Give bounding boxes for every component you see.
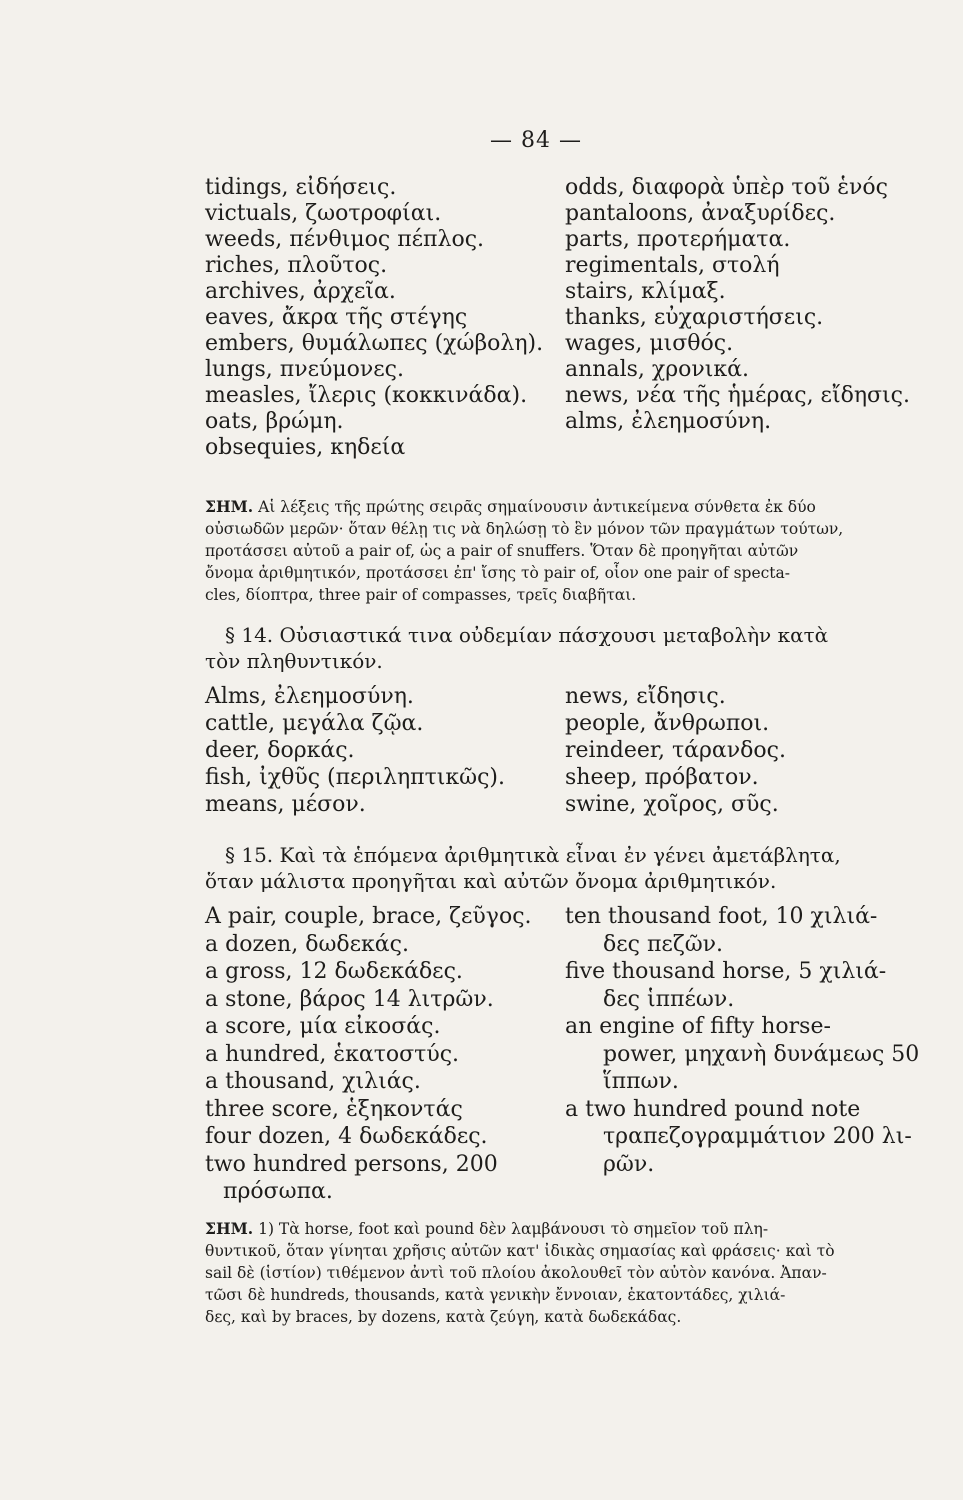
page-number: — 84 — <box>490 128 582 153</box>
list-item: sheep, πρόβατον. <box>565 765 759 790</box>
list-item: δες πεζῶν. <box>603 931 724 957</box>
list-item: a hundred, ἑκατοστύς. <box>205 1041 460 1067</box>
section-text: § 15. Καὶ τὰ ἑπόμενα ἀριθμητικὰ εἶναι ἐν γένει ἀμετάβλητα, <box>225 843 841 867</box>
list-item: three score, ἑξηκοντάς <box>205 1096 463 1122</box>
list-item: a two hundred pound note <box>565 1096 861 1122</box>
numeral-list-left <box>205 903 532 1206</box>
invariable-list-right <box>565 683 786 818</box>
list-item: obsequies, κηδεία <box>205 435 406 460</box>
list-item: reindeer, τάρανδος. <box>565 738 786 763</box>
list-item: ten thousand foot, 10 χιλιά- <box>565 904 878 929</box>
list-item: alms, ἐλεημοσύνη. <box>565 409 772 434</box>
section-text: τὸν πληθυντικόν. <box>205 649 383 673</box>
note-paragraph-1 <box>205 496 843 606</box>
list-item: Alms, ἐλεημοσύνη. <box>205 684 414 709</box>
section-text: § 14. Οὐσιαστικά τινα οὐδεμίαν πάσχουσι μεταβολὴν κατὰ <box>225 623 829 647</box>
list-item: odds, διαφορὰ ὑπὲρ τοῦ ἑνός <box>565 175 888 200</box>
note-text: 1) Τὰ horse, foot καὶ pound δὲν λαμβάνουσι τὸ σημεῖον τοῦ πλη- <box>253 1220 769 1238</box>
list-item: τραπεζογραμμάτιον 200 λι- <box>603 1124 912 1149</box>
list-item: a gross, 12 δωδεκάδες. <box>205 959 463 984</box>
list-item: embers, θυμάλωπες (χώβολη). <box>205 331 544 356</box>
list-item: five thousand horse, 5 χιλιά- <box>565 959 887 984</box>
section-15-heading <box>225 842 841 868</box>
list-item: ρῶν. <box>603 1151 655 1177</box>
list-item: deer, δορκάς. <box>205 738 355 763</box>
list-item: measles, ἴλερις (κοκκινάδα). <box>205 383 528 408</box>
list-item: stairs, κλίμαξ. <box>565 279 726 304</box>
list-item: eaves, ἄκρα τῆς στέγης <box>205 305 468 330</box>
list-item: cattle, μεγάλα ζῷα. <box>205 711 424 736</box>
note-paragraph-2 <box>205 1218 835 1328</box>
note-text: ὄνομα ἀριθμητικόν, προτάσσει ἐπ' ἴσης τὸ pair of, οἷον one pair of specta- <box>205 564 791 582</box>
list-item: archives, ἀρχεῖα. <box>205 279 396 304</box>
list-item: tidings, εἰδήσεις. <box>205 175 397 200</box>
plural-list-left <box>205 175 543 461</box>
note-label: ΣΗΜ. <box>205 1219 254 1238</box>
list-item: parts, προτερήματα. <box>565 227 791 252</box>
list-item: an engine of fifty horse- <box>565 1014 831 1039</box>
list-item: wages, μισθός. <box>565 331 734 356</box>
list-item: means, μέσον. <box>205 792 366 817</box>
note-text: δες, καὶ by braces, by dozens, κατὰ ζεύγη, κατὰ δωδεκάδας. <box>205 1308 682 1326</box>
list-item: weeds, πένθιμος πέπλος. <box>205 227 485 252</box>
section-15-continuation <box>205 868 776 894</box>
list-item: power, μηχανὴ δυνάμεως 50 <box>603 1041 920 1067</box>
list-item: victuals, ζωοτροφίαι. <box>205 201 442 226</box>
list-item: a score, μία εἰκοσάς. <box>205 1014 441 1039</box>
numeral-list-right <box>565 903 919 1178</box>
note-label: ΣΗΜ. <box>205 497 254 516</box>
note-text: προτάσσει αὐτοῦ a pair of, ὡς a pair of snuffers. Ὅταν δὲ προηγῆται αὐτῶν <box>205 542 799 560</box>
list-item: a thousand, χιλιάς. <box>205 1069 421 1094</box>
list-item: swine, χοῖρος, σῦς. <box>565 792 779 817</box>
note-text: τῶσι δὲ hundreds, thousands, κατὰ γενικὴν ἔννοιαν, ἑκατοντάδες, χιλιά- <box>205 1286 786 1304</box>
section-14-continuation <box>205 648 383 674</box>
list-item: lungs, πνεύμονες. <box>205 357 404 382</box>
list-item: four dozen, 4 δωδεκάδες. <box>205 1124 488 1149</box>
note-text: οὐσιωδῶν μερῶν· ὅταν θέλῃ τις νὰ δηλώσῃ τὸ ἓν μόνον τῶν πραγμάτων τούτων, <box>205 520 844 538</box>
list-item: pantaloons, ἀναξυρίδες. <box>565 201 836 226</box>
list-item: δες ἱππέων. <box>603 986 735 1012</box>
section-14-heading <box>225 622 828 648</box>
list-item: πρόσωπα. <box>223 1179 333 1204</box>
list-item: annals, χρονικά. <box>565 357 749 382</box>
list-item: riches, πλοῦτος. <box>205 253 388 278</box>
list-item: news, νέα τῆς ἡμέρας, εἴδησις. <box>565 383 910 408</box>
list-item: two hundred persons, 200 <box>205 1151 498 1177</box>
list-item: a stone, βάρος 14 λιτρῶν. <box>205 986 494 1012</box>
list-item: people, ἄνθρωποι. <box>565 711 770 736</box>
list-item: A pair, couple, brace, ζεῦγος. <box>205 904 532 929</box>
note-text: cles, δίοπτρα, three pair of compasses, τρεῖς διαβῆται. <box>205 586 637 604</box>
note-text: θυντικοῦ, ὅταν γίνηται χρῆσις αὐτῶν κατ' ἰδικὰς σημασίας καὶ φράσεις· καὶ τὸ <box>205 1242 835 1260</box>
list-item: ἵππων. <box>603 1069 679 1094</box>
note-text: sail δὲ (ἱστίον) τιθέμενον ἀντὶ τοῦ πλοίου ἀκολουθεῖ τὸν αὐτὸν κανόνα. Ἀπαν- <box>205 1264 827 1282</box>
plural-list-right <box>565 175 910 435</box>
invariable-list-left <box>205 683 505 818</box>
list-item: regimentals, στολή <box>565 253 780 278</box>
section-text: ὅταν μάλιστα προηγῆται καὶ αὐτῶν ὄνομα ἀριθμητικόν. <box>205 869 777 893</box>
list-item: oats, βρώμη. <box>205 409 344 434</box>
list-item: fish, ἰχθῦς (περιληπτικῶς). <box>205 765 505 790</box>
list-item: news, εἴδησις. <box>565 684 726 709</box>
note-text: Αἱ λέξεις τῆς πρώτης σειρᾶς σημαίνουσιν ἀντικείμενα σύνθετα ἐκ δύο <box>253 498 816 516</box>
list-item: thanks, εὐχαριστήσεις. <box>565 305 824 330</box>
list-item: a dozen, δωδεκάς. <box>205 931 409 957</box>
